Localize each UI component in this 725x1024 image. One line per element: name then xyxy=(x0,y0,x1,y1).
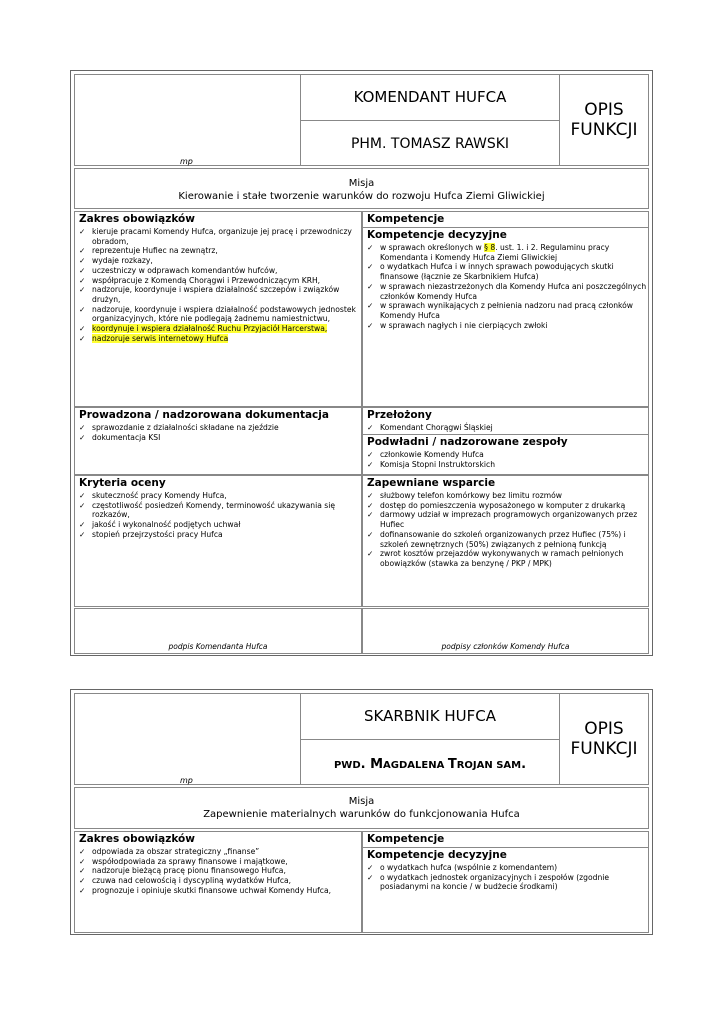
list-item: ✓ wydaje rozkazy, xyxy=(75,256,361,266)
list-item: ✓ o wydatkach hufca (wspólnie z komendantem) xyxy=(363,863,648,873)
kompetencje-section xyxy=(362,211,649,407)
list-item: ✓ w sprawach wynikających z pełnienia nadzoru nad pracą członków Komendy Hufca xyxy=(363,301,648,320)
person-name-box xyxy=(300,739,560,785)
kompetencje-decyzyjne-title: Kompetencje decyzyjne xyxy=(367,229,507,241)
role-title: KOMENDANT HUFCA xyxy=(353,88,507,106)
list-item: ✓ w sprawach niezastrzeżonych dla Komendy Hufca ani poszczególnych członków Komendy Hufca xyxy=(363,282,648,301)
kompetencje-title: Kompetencje xyxy=(363,832,648,848)
dokumentacja-list xyxy=(75,423,361,442)
misja-section xyxy=(74,168,649,209)
list-item xyxy=(75,334,361,344)
misja-label: Misja xyxy=(348,178,375,189)
person-name: PWD. MAGDALENA TROJAN SAM. xyxy=(333,757,527,772)
list-item: ✓ o wydatkach jednostek organizacyjnych i zespołów (zgodnie posiadanymi na koncie / w budżecie środkami) xyxy=(363,873,648,892)
highlighted-text: nadzoruje serwis internetowy Hufca xyxy=(92,333,229,343)
signature-left xyxy=(74,608,362,654)
kompetencje-section xyxy=(362,831,649,933)
list-item xyxy=(75,324,361,334)
misja-text: Kierowanie i stałe tworzenie warunków do rozwoju Hufca Ziemi Gliwickiej xyxy=(178,191,545,202)
kryteria-oceny-section xyxy=(74,475,362,607)
kompetencje-decyzyjne-title: Kompetencje decyzyjne xyxy=(367,849,507,861)
misja-section xyxy=(74,787,649,829)
stamp-area xyxy=(74,693,301,785)
role-title: SKARBNIK HUFCA xyxy=(364,707,496,725)
opis-funkcji-box xyxy=(559,74,649,166)
list-item: ✓ prognozuje i opiniuje skutki finansowe uchwał Komendy Hufca, xyxy=(75,886,361,896)
misja-text: Zapewnienie materialnych warunków do funkcjonowania Hufca xyxy=(203,809,520,820)
list-item: ✓ Komisja Stopni Instruktorskich xyxy=(363,460,648,470)
list-item: ✓ służbowy telefon komórkowy bez limitu rozmów xyxy=(363,491,648,501)
person-name-box xyxy=(300,120,560,166)
list-item: ✓ nadzoruje bieżącą pracę pionu finansowego Hufca, xyxy=(75,866,361,876)
dokumentacja-title: Prowadzona / nadzorowana dokumentacja xyxy=(79,409,329,421)
opis-funkcji-title: OPIS FUNKCJI xyxy=(570,719,638,759)
function-card-komendant xyxy=(70,70,653,656)
opis-funkcji-title: OPIS FUNKCJI xyxy=(570,100,638,140)
zakres-obowiazkow-section xyxy=(74,211,362,407)
podpisy-czlonkow-label: podpisy członków Komendy Hufca xyxy=(441,642,570,651)
list-item: ✓ nadzoruje, koordynuje i wspiera działalność szczepów i związków drużyn, xyxy=(75,285,361,304)
signature-right xyxy=(362,608,649,654)
kompetencje-list xyxy=(363,863,648,892)
list-item: ✓ w sprawach określonych w § 8. ust. 1. i 2. Regulaminu pracy Komendanta i Komendy Hufca Ziemi Gliwickiej xyxy=(363,243,648,262)
zakres-list xyxy=(75,227,361,343)
list-item: ✓ jakość i wykonalność podjętych uchwał xyxy=(75,520,361,530)
kompetencje-list xyxy=(363,243,648,330)
wsparcie-list xyxy=(363,491,648,569)
list-item: ✓ kieruje pracami Komendy Hufca, organizuje jej pracę i przewodniczy obradom, xyxy=(75,227,361,246)
list-item: ✓ współpracuje z Komendą Chorągwi i Przewodniczącym KRH, xyxy=(75,276,361,286)
list-item: ✓ zwrot kosztów przejazdów wykonywanych w ramach pełnionych obowiązków (stawka za benzynę / PKP / MPK) xyxy=(363,549,648,568)
dokumentacja-section xyxy=(74,407,362,475)
kryteria-title: Kryteria oceny xyxy=(79,477,166,489)
stamp-area xyxy=(74,74,301,166)
zakres-title: Zakres obowiązków xyxy=(79,213,195,225)
kryteria-list xyxy=(75,491,361,540)
list-item: ✓ dostęp do pomieszczenia wyposażonego w komputer z drukarką xyxy=(363,501,648,511)
zapewniane-wsparcie-section xyxy=(362,475,649,607)
podpis-komendanta-label: podpis Komendanta Hufca xyxy=(168,642,268,651)
list-item: ✓ uczestniczy w odprawach komendantów hufców, xyxy=(75,266,361,276)
highlighted-text: § 8 xyxy=(484,243,496,252)
zakres-obowiazkow-section xyxy=(74,831,362,933)
przelozony-title: Przełożony xyxy=(367,409,432,421)
list-item: ✓ Komendant Chorągwi Śląskiej xyxy=(363,423,648,433)
zakres-title: Zakres obowiązków xyxy=(79,833,195,845)
function-card-skarbnik xyxy=(70,689,653,935)
list-item: ✓ sprawozdanie z działalności składane na zjeździe xyxy=(75,423,361,433)
list-item: ✓ nadzoruje, koordynuje i wspiera działalność podstawowych jednostek organizacyjnych, które nie podlegają żadnemu namiestnictwu, xyxy=(75,305,361,324)
opis-funkcji-box xyxy=(559,693,649,785)
list-item: ✓ stopień przejrzystości pracy Hufca xyxy=(75,530,361,540)
list-item: ✓ czuwa nad celowością i dyscypliną wydatków Hufca, xyxy=(75,876,361,886)
przelozony-list xyxy=(363,423,648,433)
podwladni-section xyxy=(362,434,649,475)
list-item: ✓ dokumentacja KSI xyxy=(75,433,361,443)
kompetencje-title: Kompetencje xyxy=(363,212,648,228)
list-item: ✓ dofinansowanie do szkoleń organizowanych przez Hufiec (75%) i szkoleń zewnętrznych (50%) związanych z pełnioną funkcją xyxy=(363,530,648,549)
person-name: PHM. TOMASZ RAWSKI xyxy=(350,136,510,152)
list-item: ✓ skuteczność pracy Komendy Hufca, xyxy=(75,491,361,501)
list-item: ✓ odpowiada za obszar strategiczny „finanse” xyxy=(75,847,361,857)
list-item: ✓ reprezentuje Hufiec na zewnątrz, xyxy=(75,246,361,256)
list-item: ✓ o wydatkach Hufca i w innych sprawach powodujących skutki finansowe (łącznie ze Skarbnikiem Hufca) xyxy=(363,262,648,281)
misja-label: Misja xyxy=(348,796,375,807)
mp-label: mp xyxy=(180,776,193,785)
role-title-box xyxy=(300,74,560,121)
przelozony-section xyxy=(362,407,649,435)
list-item: ✓ darmowy udział w imprezach programowych organizowanych przez Hufiec xyxy=(363,510,648,529)
role-title-box xyxy=(300,693,560,740)
podwladni-title: Podwładni / nadzorowane zespoły xyxy=(367,436,568,448)
highlighted-text: koordynuje i wspiera działalność Ruchu Przyjaciół Harcerstwa, xyxy=(92,324,328,334)
list-item: ✓ częstotliwość posiedzeń Komendy, terminowość ukazywania się rozkazów, xyxy=(75,501,361,520)
zakres-list xyxy=(75,847,361,896)
mp-label: mp xyxy=(180,157,193,166)
podwladni-list xyxy=(363,450,648,469)
wsparcie-title: Zapewniane wsparcie xyxy=(367,477,496,489)
list-item: ✓ członkowie Komendy Hufca xyxy=(363,450,648,460)
list-item: ✓ w sprawach nagłych i nie cierpiących zwłoki xyxy=(363,321,648,331)
list-item: ✓ współodpowiada za sprawy finansowe i majątkowe, xyxy=(75,857,361,867)
